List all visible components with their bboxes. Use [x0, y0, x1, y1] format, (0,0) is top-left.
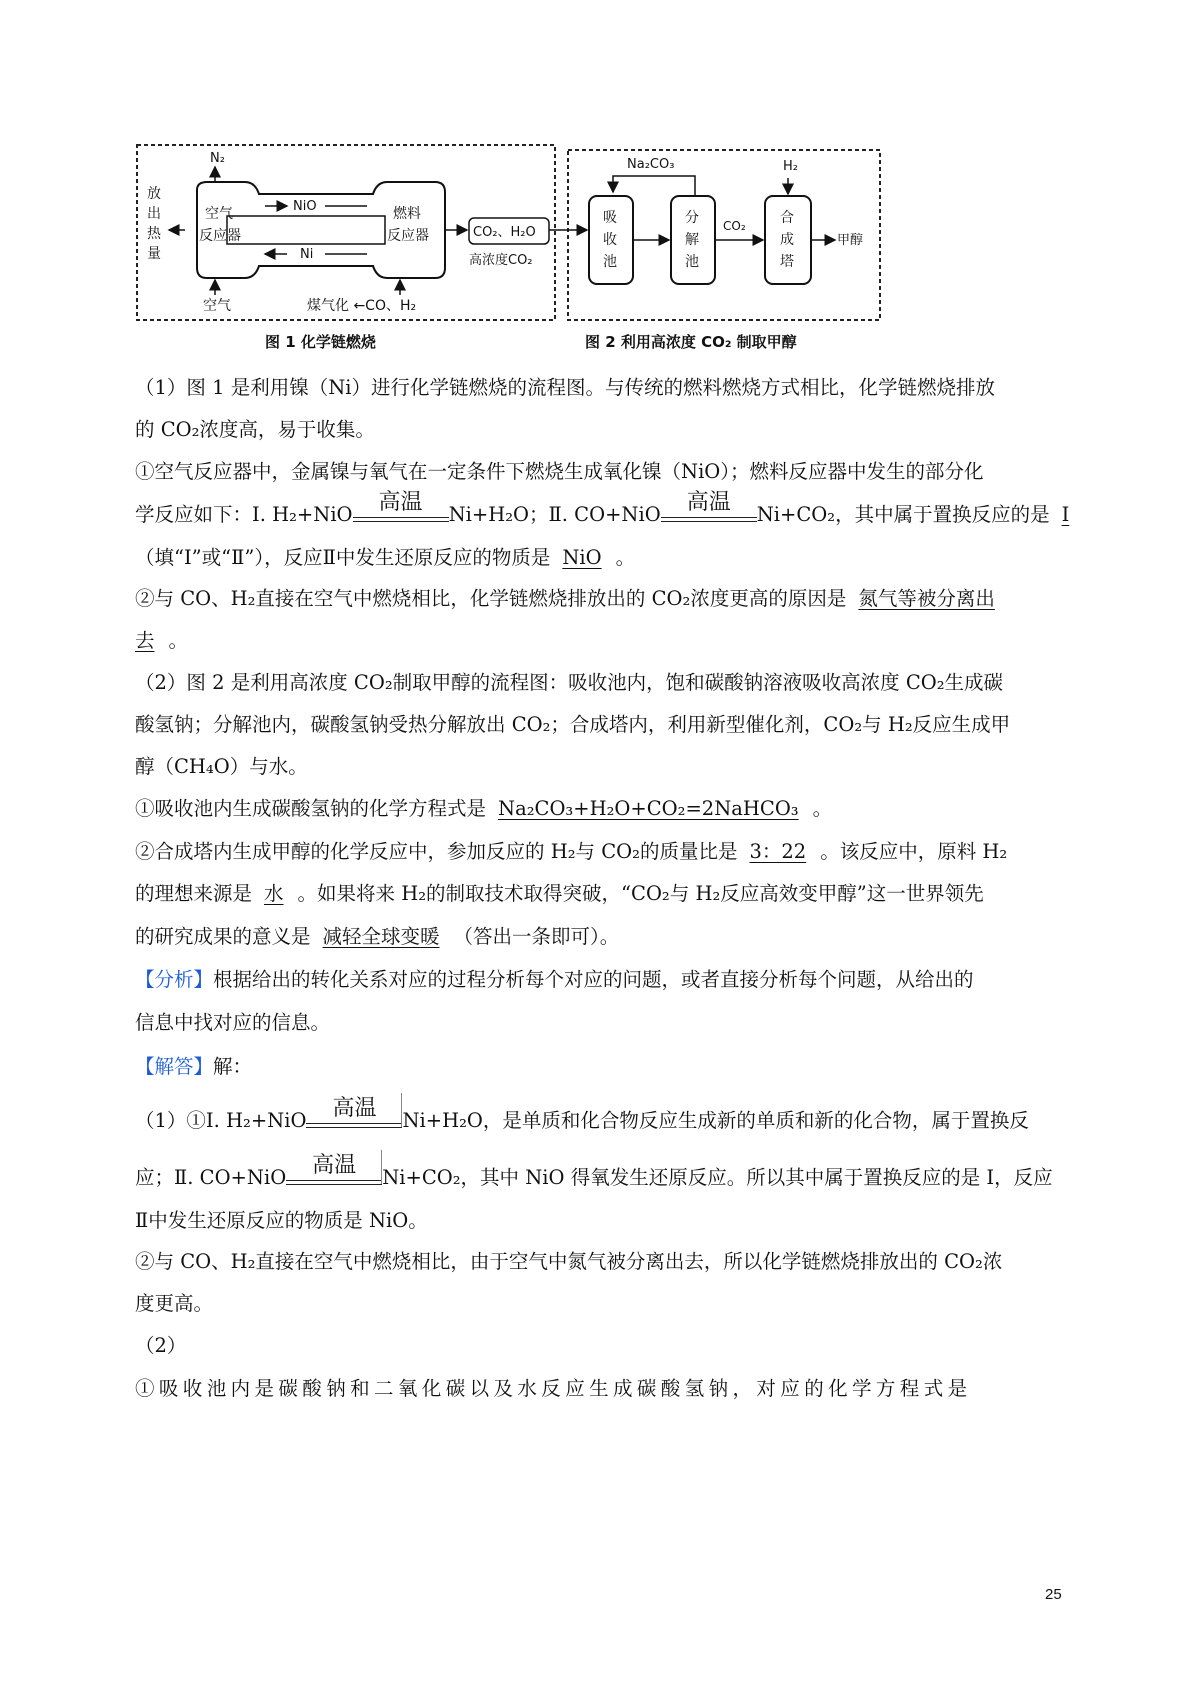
h2-label: H₂	[783, 159, 798, 174]
text-run: 的研究成果的意义是	[135, 925, 311, 948]
text-run: ②与 CO、H₂直接在空气中燃烧相比，化学链燃烧排放出的 CO₂浓度更高的原因是	[135, 587, 847, 610]
decompose-char: 分	[685, 210, 699, 226]
text-run: ②合成塔内生成甲醇的化学反应中，参加反应的 H₂与 CO₂的质量比是	[135, 840, 738, 863]
co2-label: CO₂	[723, 219, 746, 233]
absorb-char: 池	[603, 254, 617, 270]
decompose-char: 池	[685, 254, 699, 270]
reaction-condition	[306, 1095, 402, 1137]
answer-blank: 3：22	[749, 840, 807, 863]
answer-blank: NiO	[562, 546, 602, 569]
solution-head	[135, 1052, 1065, 1082]
reaction-condition	[286, 1152, 382, 1194]
heat-char: 热	[147, 226, 161, 242]
text-run: 的理想来源是	[135, 882, 253, 905]
absorb-char: 收	[603, 232, 617, 248]
high-conc-label: 高浓度CO₂	[469, 253, 533, 268]
fuel-reactor-label: 燃料	[393, 206, 421, 222]
text-run: 。该反应中，原料 H₂	[820, 840, 1008, 863]
text-run: （2）	[135, 1334, 187, 1357]
text-run: （1）图 1 是利用镍（Ni）进行化学链燃烧的流程图。与传统的燃料燃烧方式相比，化学链燃烧排放	[135, 376, 996, 399]
heat-label	[147, 186, 162, 262]
text-run: 醇（CH₄O）与水。	[135, 755, 308, 778]
text-run: （答出一条即可）。	[453, 925, 620, 948]
text-run: 。	[812, 797, 833, 820]
para-6b	[135, 879, 1065, 909]
heat-char: 量	[147, 246, 161, 262]
absorb-char: 吸	[603, 210, 617, 226]
text-run: Ni+H₂O；Ⅱ. CO+NiO	[448, 503, 661, 526]
para-6a	[135, 837, 1065, 867]
coal-gas-label: 煤气化 ←CO、H₂	[307, 298, 417, 314]
para-2a	[135, 457, 1065, 487]
fuel-reactor-label: 反应器	[387, 228, 429, 244]
reaction-condition	[353, 489, 449, 531]
analysis-b	[135, 1008, 1065, 1038]
text-run: 根据给出的转化关系对应的过程分析每个对应的问题，或者直接分析每个问题，从给出的	[213, 968, 974, 991]
text-run: 酸氢钠；分解池内，碳酸氢钠受热分解放出 CO₂；合成塔内，利用新型催化剂，CO₂与 H₂反应生成甲	[135, 713, 1011, 736]
para-2b	[135, 489, 1070, 531]
fig1-caption: 图 1 化学链燃烧	[265, 333, 376, 351]
text-run: （1）①Ⅰ. H₂+NiO	[135, 1109, 307, 1132]
para-3a	[135, 584, 1065, 614]
solution-5	[135, 1331, 1065, 1361]
condition-label: 高温	[332, 1095, 377, 1121]
solution-3	[135, 1206, 1065, 1236]
synth-char: 合	[780, 210, 794, 226]
text-run: 的 CO₂浓度高，易于收集。	[135, 418, 375, 441]
text-run: Ni+CO₂，其中 NiO 得氧发生还原反应。所以其中属于置换反应的是 Ⅰ，反应	[382, 1166, 1053, 1189]
air-in-label: 空气	[203, 298, 231, 314]
para-4c	[135, 752, 1065, 782]
solution-tag: 【解答】	[135, 1055, 214, 1078]
text-run: （2）图 2 是利用高浓度 CO₂制取甲醇的流程图：吸收池内，饱和碳酸钠溶液吸收高浓度 CO₂生成碳	[135, 671, 1004, 694]
air-reactor-label: 反应器	[199, 228, 241, 244]
analysis-a	[135, 965, 1065, 995]
text-run: Ⅱ中发生还原反应的物质是 NiO。	[135, 1209, 428, 1232]
text-run: ①吸收池内是碳酸钠和二氧化碳以及水反应生成碳酸氢钠，对应的化学方程式是	[135, 1377, 972, 1400]
heat-char: 放	[147, 186, 161, 202]
solution-4a	[135, 1247, 1065, 1277]
para-2c	[135, 543, 1065, 573]
air-reactor-label: 空气	[205, 206, 233, 222]
para-6c	[135, 922, 1065, 952]
heat-char: 出	[147, 206, 161, 222]
synth-char: 成	[780, 232, 794, 248]
flowchart-figure	[135, 140, 885, 355]
para-1a	[135, 373, 1065, 403]
para-4b	[135, 710, 1065, 740]
para-5	[135, 794, 1065, 824]
condition-label: 高温	[378, 489, 423, 515]
fig2-caption: 图 2 利用高浓度 CO₂ 制取甲醇	[585, 333, 797, 351]
n2-label: N₂	[210, 151, 225, 166]
reaction-condition	[661, 489, 757, 531]
ni-arrow-label: Ni	[300, 247, 314, 262]
text-run: ②与 CO、H₂直接在空气中燃烧相比，由于空气中氮气被分离出去，所以化学链燃烧排放出的 CO₂浓	[135, 1250, 1003, 1273]
solution-2	[135, 1152, 1065, 1194]
synth-char: 塔	[780, 254, 794, 270]
para-3b	[135, 626, 1065, 656]
answer-blank: 减轻全球变暖	[322, 925, 440, 948]
text-run: 信息中找对应的信息。	[135, 1011, 331, 1034]
na2co3-label: Na₂CO₃	[627, 157, 675, 172]
answer-blank: 去	[135, 629, 155, 652]
nio-arrow-label: NiO	[293, 199, 317, 214]
text-run: （填“Ⅰ”或“Ⅱ”），反应Ⅱ中发生还原反应的物质是	[135, 546, 551, 569]
para-4a	[135, 668, 1065, 698]
condition-label: 高温	[686, 489, 731, 515]
reactor-core	[227, 216, 385, 244]
condition-label: 高温	[312, 1152, 357, 1178]
text-run: 。	[168, 629, 189, 652]
page-number: 25	[1045, 1586, 1062, 1603]
text-run: Ni+H₂O，是单质和化合物反应生成新的单质和新的化合物，属于置换反	[402, 1109, 1029, 1132]
text-run: 。如果将来 H₂的制取技术取得突破，“CO₂与 H₂反应高效变甲醇”这一世界领先	[297, 882, 984, 905]
flowchart-svg	[135, 140, 885, 355]
products-label: CO₂、H₂O	[473, 225, 536, 240]
solution-6	[135, 1374, 1065, 1404]
text-run: 学反应如下：Ⅰ. H₂+NiO	[135, 503, 353, 526]
text-run: ①吸收池内生成碳酸氢钠的化学方程式是	[135, 797, 487, 820]
text-run: 度更高。	[135, 1292, 214, 1315]
decompose-char: 解	[685, 232, 699, 248]
analysis-tag: 【分析】	[135, 968, 214, 991]
text-run: 应；Ⅱ. CO+NiO	[135, 1166, 287, 1189]
answer-blank: 氮气等被分离出	[858, 587, 995, 610]
solution-4b	[135, 1289, 1065, 1319]
solution-1	[135, 1095, 1065, 1137]
answer-blank: Na₂CO₃+H₂O+CO₂=2NaHCO₃	[498, 797, 799, 820]
text-run: Ni+CO₂，其中属于置换反应的是	[756, 503, 1050, 526]
para-1b	[135, 415, 1065, 445]
methanol-label: 甲醇	[837, 233, 864, 248]
text-run: ①空气反应器中，金属镍与氧气在一定条件下燃烧生成氧化镍（NiO）；燃料反应器中发生的部分化	[135, 460, 984, 483]
text-run: 解：	[213, 1055, 253, 1078]
answer-blank: 水	[264, 882, 284, 905]
text-run: 。	[615, 546, 636, 569]
answer-blank: Ⅰ	[1061, 503, 1070, 526]
